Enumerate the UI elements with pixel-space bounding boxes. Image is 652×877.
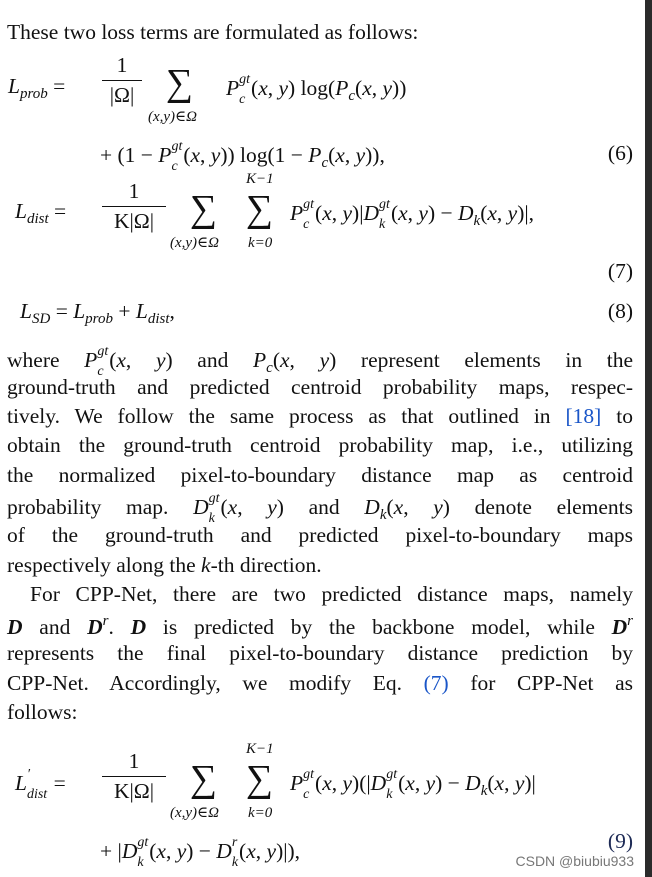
text-run: ,: [344, 142, 356, 167]
text-run: ) and: [165, 347, 253, 372]
text-run: =: [50, 299, 74, 323]
eq9-sum1-symbol: ∑: [190, 758, 218, 800]
math-subscript: k: [137, 855, 144, 870]
eq6-frac-num: 1: [116, 53, 128, 77]
text-run: ,: [331, 200, 343, 225]
text-run: ,: [169, 299, 175, 323]
math-variable: x: [156, 838, 166, 863]
text-run: ,: [289, 347, 320, 372]
math-subscript: c: [266, 359, 273, 376]
paragraph-line: [7, 377, 633, 399]
math-subscript: k: [386, 787, 393, 802]
eq8-number: (8): [607, 299, 633, 323]
math-sub-sup: [97, 344, 109, 379]
math-symbol: D: [121, 838, 138, 863]
text-run: ) −: [427, 200, 458, 225]
math-subscript: dist: [147, 311, 170, 327]
math-variable: y: [278, 75, 289, 100]
text-run: =: [47, 74, 66, 98]
math-subscript: k: [231, 855, 239, 870]
math-variable: x: [279, 347, 290, 372]
text-run: -th direction.: [210, 553, 322, 577]
math-sub-sup: [303, 197, 315, 232]
math-symbol: D: [370, 770, 387, 795]
math-variable: y: [155, 347, 166, 372]
text-run: For CPP-Net, there are two predicted distance maps, namely: [30, 582, 633, 606]
text-run: (: [220, 494, 228, 519]
math-subscript: c: [239, 92, 246, 107]
text-run: These two loss terms are formulated as follows:: [7, 20, 419, 44]
math-subscript: c: [348, 87, 356, 104]
math-variable: x: [405, 770, 415, 795]
watermark: CSDN @biubiu933: [515, 853, 634, 869]
math-variable: y: [382, 75, 393, 100]
math-symbol: D: [193, 494, 209, 519]
math-subscript: dist: [26, 787, 48, 802]
text-run: )): [392, 75, 407, 100]
text-run: )|,: [517, 200, 535, 225]
text-run: (: [109, 347, 117, 372]
math-symbol: P: [253, 347, 267, 372]
math-symbol: P: [226, 75, 240, 100]
eq9-rhs-line2: [100, 835, 301, 870]
text-run: (: [398, 770, 406, 795]
math-variable: x: [246, 838, 256, 863]
text-run: obtain the ground-truth centroid probability map, i.e., utilizing: [7, 433, 633, 457]
math-subscript: k: [379, 217, 386, 232]
eq9-rhs-line1: [290, 767, 536, 802]
math-subscript: k: [379, 506, 387, 523]
math-subscript: k: [208, 511, 215, 526]
eq6-rhs-line2: [100, 139, 385, 174]
math-variable: x: [362, 75, 372, 100]
math-superscript: gt: [303, 767, 315, 782]
math-superscript: gt: [379, 197, 390, 212]
eq8-body: [20, 301, 175, 327]
eq6-fraction: [102, 55, 142, 106]
math-variable: y: [355, 142, 366, 167]
math-symbol: D: [465, 770, 481, 795]
text-run: ) denote elements: [442, 494, 633, 519]
text-run: and: [22, 615, 88, 639]
math-symbol: L: [20, 299, 32, 323]
math-symbol: P: [290, 200, 304, 225]
math-symbol: D: [458, 200, 474, 225]
math-variable: x: [393, 494, 404, 519]
math-variable: x: [322, 200, 332, 225]
math-sub-sup: [239, 72, 251, 107]
math-sub-sup: [386, 767, 398, 802]
math-symbol: P: [290, 770, 304, 795]
text-run: (: [183, 142, 191, 167]
text-run: )|: [352, 200, 364, 225]
paragraph-line: [7, 555, 633, 577]
citation-link[interactable]: (7): [423, 671, 449, 695]
text-run: ,: [414, 770, 426, 795]
eq6-rhs-line1: [226, 72, 407, 107]
paragraph-line: [7, 702, 633, 724]
paragraph-line: [7, 643, 633, 665]
math-sub-sup: [171, 139, 183, 174]
math-subscript: dist: [26, 211, 49, 227]
paragraph-line: [7, 673, 633, 695]
math-symbol: P: [158, 142, 172, 167]
math-variable: x: [335, 142, 345, 167]
math-variable: y: [433, 494, 443, 519]
text-run: ) log(: [288, 75, 336, 100]
text-run: (: [272, 347, 280, 372]
eq7-fraction: [102, 181, 166, 232]
text-run: probability map.: [7, 494, 194, 519]
text-run: )(|: [352, 770, 371, 795]
math-symbol: L: [73, 299, 86, 323]
text-run: +: [112, 299, 136, 323]
text-run: + |: [100, 838, 122, 863]
math-bold-symbol: D: [7, 615, 23, 639]
math-variable: x: [116, 347, 126, 372]
math-bold-symbol: D: [611, 615, 628, 639]
math-superscript: gt: [208, 491, 220, 506]
eq7-sum1-symbol: ∑: [190, 188, 218, 230]
text-run: for CPP-Net as: [448, 671, 633, 695]
math-symbol: D: [363, 200, 380, 225]
text-run: ,: [504, 770, 515, 795]
intro-text: [7, 22, 633, 44]
math-superscript: gt: [97, 344, 109, 359]
eq7-sum2-symbol: ∑: [246, 188, 274, 230]
text-run: ,: [125, 347, 156, 372]
eq6-sum-sub: (x,y)∈Ω: [148, 109, 198, 125]
text-run: respectively along the: [7, 553, 202, 577]
text-run: ,: [331, 770, 343, 795]
eq6-sum-symbol: ∑: [166, 62, 194, 104]
text-run: ) −: [435, 770, 466, 795]
text-run: ,: [496, 200, 508, 225]
math-variable: k: [201, 553, 211, 577]
text-run: (: [149, 838, 157, 863]
text-run: (: [390, 200, 399, 225]
text-run: ,: [267, 75, 279, 100]
citation-link[interactable]: [18]: [565, 404, 602, 428]
math-variable: x: [487, 200, 497, 225]
eq7-sum2-sub: k=0: [248, 235, 273, 251]
math-variable: y: [425, 770, 436, 795]
math-variable: y: [176, 838, 187, 863]
eq6-frac-den: |Ω|: [102, 80, 142, 107]
math-symbol: P: [335, 75, 349, 100]
text-run: ) and: [276, 494, 365, 519]
text-run: )|),: [276, 838, 301, 863]
math-subscript: c: [303, 217, 310, 232]
math-variable: x: [190, 142, 201, 167]
math-variable: y: [266, 838, 277, 863]
math-bold-symbol: D: [130, 615, 147, 639]
eq9-sum2-sup: K−1: [246, 741, 274, 757]
math-symbol: L: [8, 74, 20, 98]
math-superscript: gt: [171, 139, 183, 154]
eq7-rhs: [290, 197, 535, 232]
text-run: of the ground-truth and predicted pixel-to-boundary maps: [7, 523, 633, 547]
math-variable: y: [342, 770, 353, 795]
text-run: to: [601, 404, 633, 428]
math-symbol: P: [308, 142, 322, 167]
text-run: + (1 −: [100, 142, 159, 167]
text-run: (: [239, 838, 247, 863]
text-run: (: [487, 770, 495, 795]
paragraph-line: [7, 406, 633, 428]
text-run: ,: [200, 142, 211, 167]
math-variable: y: [514, 770, 525, 795]
text-run: )|: [524, 770, 536, 795]
eq9-lhs: [15, 767, 66, 802]
math-sub-sup: [379, 197, 390, 232]
text-run: )) log(1 −: [220, 142, 309, 167]
eq9-sum1-sub: (x,y)∈Ω: [170, 805, 220, 821]
math-superscript: r: [102, 613, 109, 629]
math-sub-sup: [303, 767, 315, 802]
math-sub-sup: [208, 491, 220, 526]
math-subscript: k: [473, 212, 481, 229]
math-variable: x: [398, 200, 408, 225]
text-run: is predicted by the backbone model, while: [146, 615, 612, 639]
math-variable: y: [319, 347, 330, 372]
text-run: represents the final pixel-to-boundary distance prediction by: [7, 641, 633, 665]
math-subscript: c: [171, 159, 178, 174]
eq9-sum2-symbol: ∑: [246, 758, 274, 800]
math-variable: y: [267, 494, 277, 519]
text-run: (: [386, 494, 394, 519]
math-superscript: gt: [239, 72, 251, 87]
eq6-lhs: [8, 76, 65, 102]
text-run: ,: [371, 75, 383, 100]
text-run: ,: [255, 838, 267, 863]
paragraph-line: [7, 491, 633, 526]
math-symbol: P: [84, 347, 98, 372]
eq7-lhs: [15, 201, 66, 227]
window-edge: [645, 0, 652, 877]
math-subscript: prob: [19, 86, 48, 102]
paragraph-line: [7, 465, 633, 487]
math-variable: y: [507, 200, 518, 225]
math-superscript: r: [627, 613, 633, 629]
math-superscript: gt: [303, 197, 315, 212]
math-variable: y: [342, 200, 353, 225]
text-run: =: [48, 770, 66, 795]
paragraph-line: [7, 525, 633, 547]
math-subscript: k: [480, 782, 488, 799]
eq9-fraction: [102, 751, 166, 802]
text-run: .: [108, 615, 131, 639]
text-run: follows:: [7, 700, 78, 724]
text-run: ) −: [186, 838, 217, 863]
math-variable: y: [418, 200, 428, 225]
math-sub-sup: [26, 767, 48, 802]
math-superscript: ′: [26, 767, 31, 782]
paragraph-line: [30, 584, 633, 606]
eq9-number: (9): [607, 829, 633, 853]
text-run: (: [355, 75, 363, 100]
text-run: =: [48, 199, 67, 223]
math-variable: y: [210, 142, 221, 167]
text-run: ,: [403, 494, 434, 519]
text-run: (: [251, 75, 259, 100]
math-symbol: L: [15, 770, 27, 795]
eq9-frac-den: K|Ω|: [102, 776, 166, 803]
paragraph-line: [7, 435, 633, 457]
math-variable: x: [494, 770, 505, 795]
math-sub-sup: [231, 835, 239, 870]
text-run: CPP-Net. Accordingly, we modify Eq.: [7, 671, 424, 695]
math-symbol: L: [15, 199, 27, 223]
text-run: (: [315, 770, 323, 795]
math-subscript: prob: [85, 311, 113, 327]
math-superscript: gt: [137, 835, 149, 850]
math-bold-symbol: D: [87, 615, 103, 639]
text-run: the normalized pixel-to-boundary distance map as centroid: [7, 463, 633, 487]
text-run: ground-truth and predicted centroid probability maps, respec-: [7, 375, 633, 399]
text-run: )),: [365, 142, 385, 167]
paragraph-line: [7, 344, 634, 379]
math-subscript: c: [321, 154, 329, 171]
math-variable: x: [322, 770, 332, 795]
text-run: where: [7, 347, 85, 372]
eq7-sum2-sup: K−1: [246, 171, 274, 187]
paragraph-line: [7, 614, 633, 639]
eq7-frac-num: 1: [128, 179, 140, 203]
eq7-number: (7): [607, 259, 633, 283]
math-symbol: D: [364, 494, 380, 519]
text-run: (: [480, 200, 488, 225]
math-superscript: gt: [386, 767, 398, 782]
text-run: (: [328, 142, 336, 167]
math-variable: x: [258, 75, 268, 100]
eq6-number: (6): [607, 141, 633, 165]
text-run: (: [315, 200, 323, 225]
text-run: ,: [237, 494, 268, 519]
text-run: ,: [165, 838, 177, 863]
eq9-sum2-sub: k=0: [248, 805, 273, 821]
eq7-sum1-sub: (x,y)∈Ω: [170, 235, 220, 251]
math-subscript: c: [303, 787, 310, 802]
eq7-frac-den: K|Ω|: [102, 206, 166, 233]
math-symbol: D: [216, 838, 232, 863]
math-variable: x: [227, 494, 238, 519]
text-run: ,: [407, 200, 419, 225]
math-superscript: r: [231, 835, 238, 850]
text-run: ) represent elements in the: [329, 347, 634, 372]
math-subscript: SD: [31, 311, 51, 327]
text-run: tively. We follow the same process as that outlined in: [7, 404, 566, 428]
math-sub-sup: [137, 835, 149, 870]
math-subscript: c: [97, 364, 104, 379]
eq9-frac-num: 1: [128, 749, 140, 773]
math-symbol: L: [135, 299, 148, 323]
